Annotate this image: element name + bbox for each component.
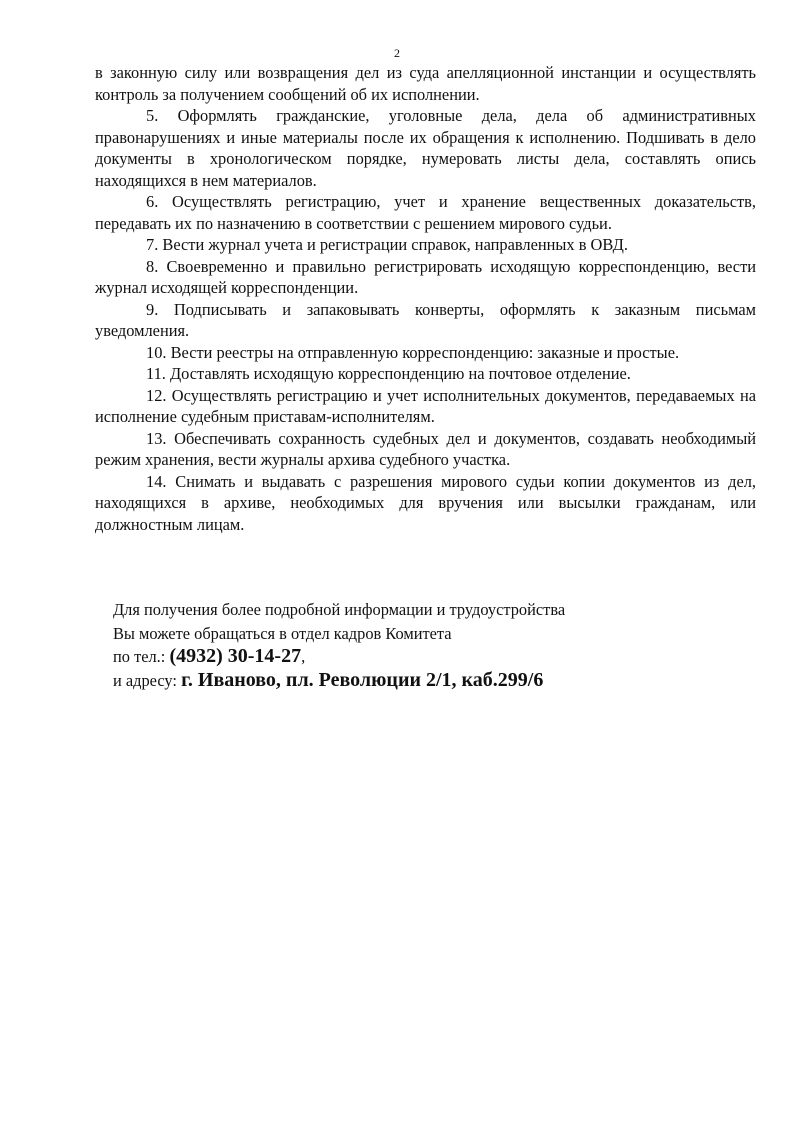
address-label: и адресу: bbox=[113, 670, 182, 690]
paragraph-continuation: в законную силу или возвращения дел из суда апелляционной инстанции и осуществлять контроль за получением сообщений об их исполнении. bbox=[95, 63, 756, 104]
page-number: 2 bbox=[394, 46, 400, 60]
contact-department-line: Вы можете обращаться в отдел кадров Комитета bbox=[113, 623, 452, 643]
paragraph-item-9: 9. Подписывать и запаковывать конверты, оформлять к заказным письмам уведомления. bbox=[95, 299, 756, 340]
paragraph-item-14: 14. Снимать и выдавать с разрешения мирового судьи копии документов из дел, находящихся в архиве, необходимых для вручения или высылки гражданам, или должностным лицам. bbox=[95, 471, 756, 534]
paragraph-item-7: 7. Вести журнал учета и регистрации справок, направленных в ОВД. bbox=[146, 235, 628, 254]
contact-phone-line bbox=[113, 645, 753, 669]
contact-intro-line: Для получения более подробной информации и трудоустройства bbox=[113, 600, 566, 619]
paragraph-item-13: 13. Обеспечивать сохранность судебных дел и документов, создавать необходимый режим хранения, вести журналы архива судебного участка. bbox=[95, 428, 756, 469]
paragraph-item-11: 11. Доставлять исходящую корреспонденцию на почтовое отделение. bbox=[146, 364, 631, 383]
paragraph-item-8: 8. Своевременно и правильно регистрировать исходящую корреспонденцию, вести журнал исходящей корреспонденции. bbox=[95, 256, 756, 297]
address-value: г. Иваново, пл. Революции 2/1, каб.299/6 bbox=[181, 668, 544, 691]
paragraph-item-5: 5. Оформлять гражданские, уголовные дела, дела об административных правонарушениях и иные материалы после их обращения к исполнению. Подшивать в дело документы в хронологическом порядке, нумеровать листы дела, составлять опись находящихся в нем материалов. bbox=[95, 106, 756, 190]
paragraph-item-6: 6. Осуществлять регистрацию, учет и хранение вещественных доказательств, передавать их по назначению в соответствии с решением мирового судьи. bbox=[95, 192, 756, 233]
contact-block bbox=[113, 598, 753, 692]
paragraph-item-10: 10. Вести реестры на отправленную корреспонденцию: заказные и простые. bbox=[146, 342, 680, 362]
phone-label: по тел.: bbox=[113, 647, 170, 666]
contact-address-line bbox=[113, 669, 753, 693]
paragraph-item-12: 12. Осуществлять регистрацию и учет исполнительных документов, передаваемых на исполнение судебным приставам-исполнителям. bbox=[95, 385, 756, 426]
phone-number: (4932) 30-14-27 bbox=[169, 645, 302, 667]
phone-suffix: , bbox=[301, 647, 306, 666]
document-body bbox=[95, 62, 756, 535]
